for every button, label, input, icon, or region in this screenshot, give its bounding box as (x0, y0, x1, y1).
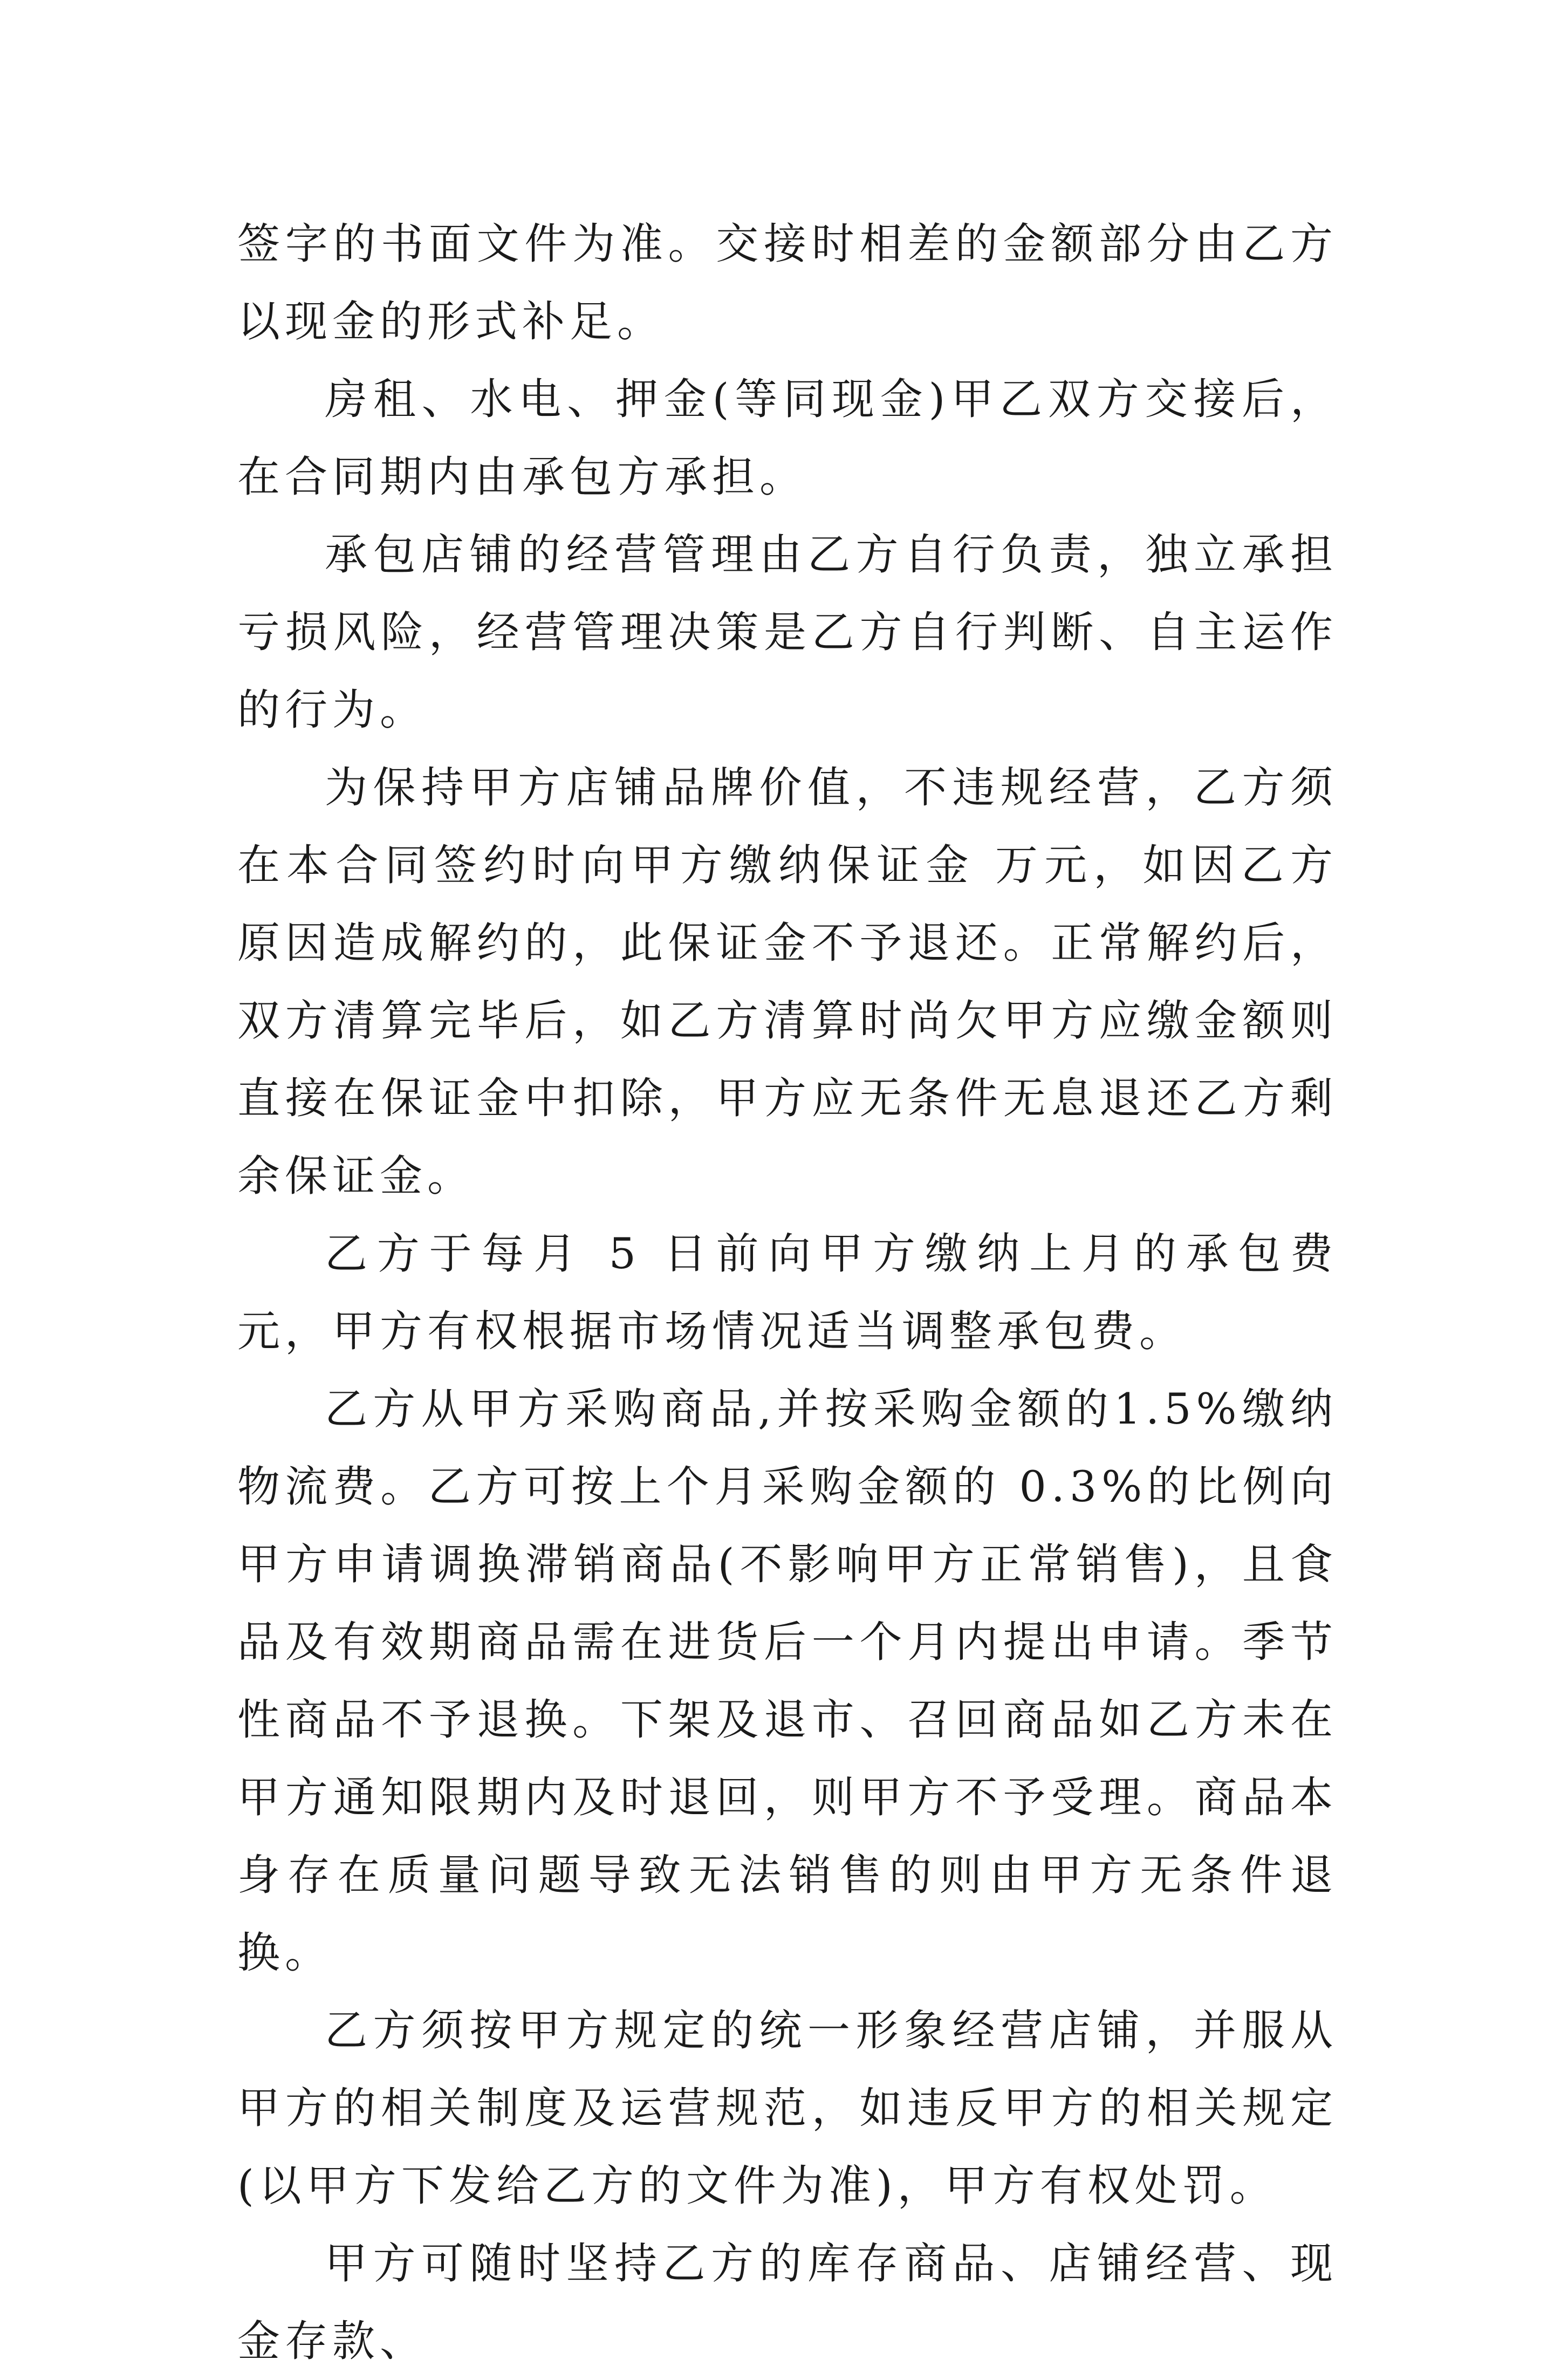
paragraph-continuation: 签字的书面文件为准。交接时相差的金额部分由乙方以现金的形式补足。 (237, 219, 1338, 346)
paragraph-store-image: 乙方须按甲方规定的统一形象经营店铺，并服从甲方的相关制度及运营规范，如违反甲方的相关规定(以甲方下发给乙方的文件为准)，甲方有权处罚。 (237, 2006, 1338, 2211)
paragraph-inspection: 甲方可随时坚持乙方的库存商品、店铺经营、现金存款、 (237, 2239, 1338, 2366)
document-body (237, 205, 1338, 2380)
paragraph-rent-utilities: 房租、水电、押金(等同现金)甲乙双方交接后，在合同期内由承包方承担。 (237, 374, 1338, 502)
paragraph-management: 承包店铺的经营管理由乙方自行负责，独立承担亏损风险，经营管理决策是乙方自行判断、自主运作的行为。 (237, 530, 1338, 735)
paragraph-deposit: 为保持甲方店铺品牌价值，不违规经营，乙方须在本合同签约时向甲方缴纳保证金 万元，如因乙方原因造成解约的，此保证金不予退还。正常解约后，双方清算完毕后，如乙方清算时尚欠甲方应缴金额则直接在保证金中扣除，甲方应无条件无息退还乙方剩余保证金。 (237, 763, 1338, 1201)
paragraph-contract-fee: 乙方于每月 5 日前向甲方缴纳上月的承包费 元，甲方有权根据市场情况适当调整承包费。 (237, 1229, 1338, 1356)
paragraph-procurement: 乙方从甲方采购商品,并按采购金额的1.5%缴纳物流费。乙方可按上个月采购金额的 0.3%的比例向甲方申请调换滞销商品(不影响甲方正常销售)，且食品及有效期商品需在进货后一个月内提出申请。季节性商品不予退换。下架及退市、召回商品如乙方未在甲方通知限期内及时退回，则甲方不予受理。商品本身存在质量问题导致无法销售的则由甲方无条件退换。 (237, 1384, 1338, 1978)
